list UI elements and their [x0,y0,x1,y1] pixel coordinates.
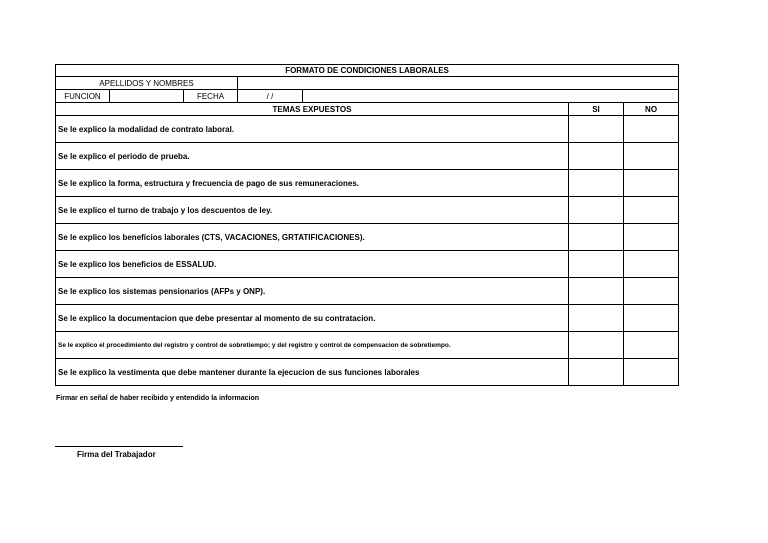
temas-header: TEMAS EXPUESTOS [56,103,569,116]
signature-line[interactable] [55,446,183,447]
question-text: Se le explico la forma, estructura y frecuencia de pago de sus remuneraciones. [56,170,569,197]
apellidos-label: APELLIDOS Y NOMBRES [56,77,238,90]
question-row [56,359,679,386]
question-text: Se le explico la documentacion que debe presentar al momento de su contratacion. [56,305,569,332]
question-row [56,197,679,224]
info-blank-cell [303,90,679,103]
question-row [56,305,679,332]
si-checkbox-cell[interactable] [569,332,624,359]
question-text: Se le explico el periodo de prueba. [56,143,569,170]
no-checkbox-cell[interactable] [624,332,679,359]
no-checkbox-cell[interactable] [624,251,679,278]
signature-label: Firma del Trabajador [77,450,156,459]
si-checkbox-cell[interactable] [569,278,624,305]
no-checkbox-cell[interactable] [624,116,679,143]
question-row [56,332,679,359]
no-checkbox-cell[interactable] [624,278,679,305]
no-checkbox-cell[interactable] [624,170,679,197]
no-header: NO [624,103,679,116]
question-text: Se le explico los beneficios laborales (CTS, VACACIONES, GRTATIFICACIONES). [56,224,569,251]
form-table [55,64,679,386]
si-checkbox-cell[interactable] [569,170,624,197]
si-checkbox-cell[interactable] [569,359,624,386]
si-checkbox-cell[interactable] [569,251,624,278]
funcion-label: FUNCION [56,90,110,103]
apellidos-field[interactable] [238,77,679,90]
no-checkbox-cell[interactable] [624,305,679,332]
no-checkbox-cell[interactable] [624,224,679,251]
si-checkbox-cell[interactable] [569,305,624,332]
no-checkbox-cell[interactable] [624,143,679,170]
question-row [56,251,679,278]
footer-note: Firmar en señal de haber recibido y entendido la informacion [56,395,260,402]
no-checkbox-cell[interactable] [624,359,679,386]
question-row [56,143,679,170]
si-header: SI [569,103,624,116]
question-text: Se le explico los sistemas pensionarios (AFPs y ONP). [56,278,569,305]
question-text: Se le explico la modalidad de contrato laboral. [56,116,569,143]
question-text: Se le explico el procedimiento del registro y control de sobretiempo; y del registro y control de compensacion de sobretiempo. [56,332,569,359]
si-checkbox-cell[interactable] [569,143,624,170]
question-text: Se le explico la vestimenta que debe mantener durante la ejecucion de sus funciones laborales [56,359,569,386]
question-row [56,224,679,251]
fecha-label: FECHA [184,90,238,103]
fecha-field[interactable]: / / [238,90,303,103]
conditions-form [55,64,678,386]
question-text: Se le explico el turno de trabajo y los descuentos de ley. [56,197,569,224]
question-text: Se le explico los beneficios de ESSALUD. [56,251,569,278]
form-title: FORMATO DE CONDICIONES LABORALES [56,65,679,77]
question-row [56,278,679,305]
question-row [56,116,679,143]
si-checkbox-cell[interactable] [569,197,624,224]
si-checkbox-cell[interactable] [569,224,624,251]
question-row [56,170,679,197]
funcion-field[interactable] [110,90,184,103]
no-checkbox-cell[interactable] [624,197,679,224]
si-checkbox-cell[interactable] [569,116,624,143]
